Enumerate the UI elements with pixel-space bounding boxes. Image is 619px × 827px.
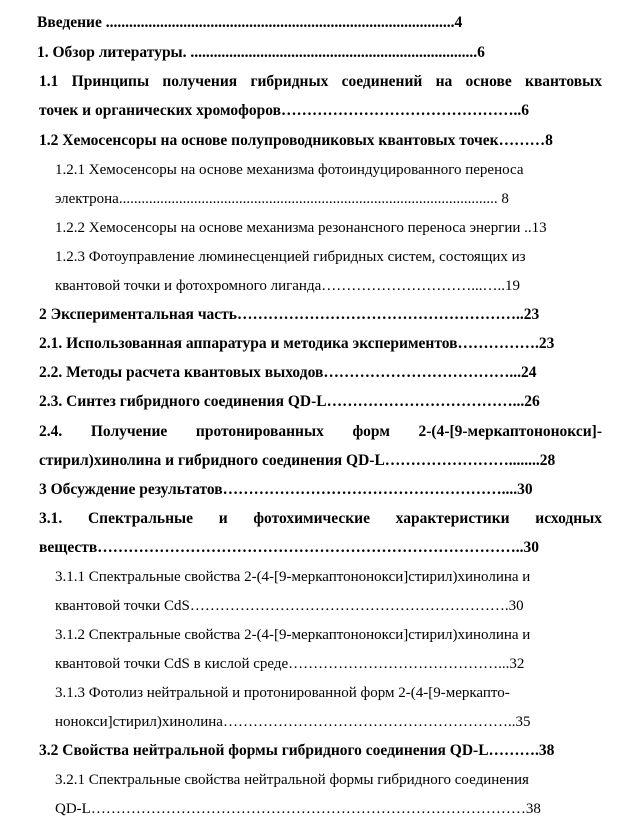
- toc-entry-3-1-1-cont: квантовой точки CdS……………………………………………………….30: [55, 598, 524, 614]
- toc-entry-intro: Введение ..........................................................................................4: [37, 14, 463, 31]
- toc-entry-3-2-1-cont: QD-L……………………………………………………………………………38: [55, 801, 541, 817]
- toc-entry-3-1-2-cont: квантовой точки CdS в кислой среде……………………………………...32: [55, 656, 525, 672]
- toc-entry-3-2-1: 3.2.1 Спектральные свойства нейтральной формы гибридного соединения: [55, 772, 529, 788]
- toc-entry-2: 2 Экспериментальная часть………………………………………………..23: [39, 306, 540, 323]
- toc-entry-1-1-cont: точек и органических хромофоров………………………………………..6: [39, 102, 529, 119]
- toc-entry-3-2: 3.2 Свойства нейтральной формы гибридного соединения QD-L……….38: [39, 742, 555, 759]
- toc-entry-3-1: 3.1. Спектральные и фотохимические характеристики исходных: [39, 510, 602, 527]
- toc-entry-2-4: 2.4. Получение протонированных форм 2-(4-[9-меркаптононокси]-: [39, 423, 602, 440]
- toc-entry-3-1-1: 3.1.1 Спектральные свойства 2-(4-[9-меркаптононокси]стирил)хинолина и: [55, 569, 531, 585]
- toc-entry-3-1-cont: веществ………………………………………………………………………..30: [39, 539, 540, 556]
- toc-entry-1-2-3-cont: квантовой точки и фотохромного лиганда…………………………...…..19: [55, 278, 520, 294]
- toc-entry-3-1-3: 3.1.3 Фотолиз нейтральной и протонированной форм 2-(4-[9-меркапто-: [55, 685, 510, 701]
- toc-entry-2-2: 2.2. Методы расчета квантовых выходов………………………………...24: [39, 364, 537, 381]
- toc-entry-2-4-cont: стирил)хинолина и гибридного соединения QD-L……………………........28: [39, 452, 556, 469]
- toc-entry-3-1-3-cont: нонокси]стирил)хинолина…………………………………………………..35: [55, 714, 531, 730]
- toc-entry-1-2-3: 1.2.3 Фотоуправление люминесценцией гибридных систем, состоящих из: [55, 249, 526, 265]
- toc-entry-1-2-2: 1.2.2 Хемосенсоры на основе механизма резонансного переноса энергии ..13: [55, 220, 547, 236]
- toc-entry-3: 3 Обсуждение результатов………………………………………………....30: [39, 481, 533, 498]
- toc-entry-2-1: 2.1. Использованная аппаратура и методика экспериментов…………….23: [39, 335, 555, 352]
- toc-entry-1: 1. Обзор литературы. ..........................................................................6: [37, 44, 485, 61]
- toc-entry-1-2-1-cont: электрона..................................................................................................... 8: [55, 191, 509, 207]
- toc-entry-1-1: 1.1 Принципы получения гибридных соединений на основе квантовых: [39, 73, 602, 90]
- toc-entry-3-1-2: 3.1.2 Спектральные свойства 2-(4-[9-меркаптононокси]стирил)хинолина и: [55, 627, 531, 643]
- toc-entry-1-2: 1.2 Хемосенсоры на основе полупроводниковых квантовых точек………8: [39, 132, 553, 149]
- toc-entry-1-2-1: 1.2.1 Хемосенсоры на основе механизма фотоиндуцированного переноса: [55, 162, 524, 178]
- toc-entry-2-3: 2.3. Синтез гибридного соединения QD-L………………………………...26: [39, 393, 540, 410]
